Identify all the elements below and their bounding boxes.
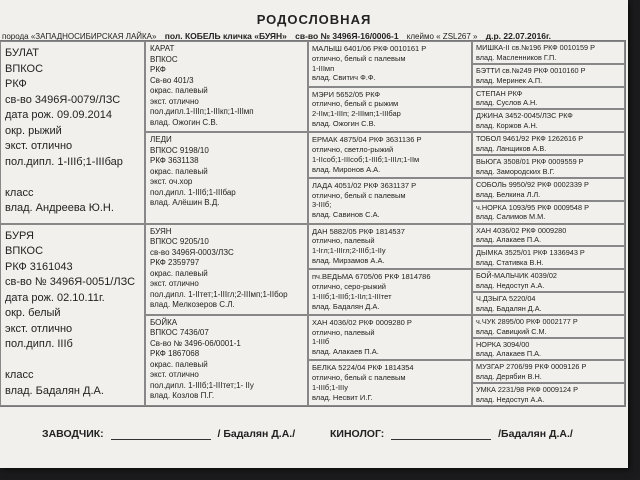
ancestor-info-line: влад. Савицкий С.М. bbox=[476, 326, 547, 336]
ancestor-gen4-cell bbox=[472, 292, 625, 315]
document-title: РОДОСЛОВНАЯ bbox=[256, 12, 372, 27]
breeder-signature-line bbox=[111, 429, 211, 440]
ancestor-gen4-cell bbox=[472, 224, 625, 247]
ancestor-info-line: влад. Коржов А.Н. bbox=[476, 121, 538, 131]
ancestor-info-line: БОЙКА bbox=[150, 317, 178, 327]
ancestor-info-line: влад. Бадалян Д.А. bbox=[476, 303, 542, 313]
ancestor-info-line: влад. Масленников Г.П. bbox=[476, 52, 557, 62]
header-certificate: св-во № 3496Я-16/0006-1 bbox=[295, 31, 399, 41]
ancestor-info-line: МУЗГАР 2706/99 РКФ 0009126 Р bbox=[476, 362, 587, 372]
pedigree-table bbox=[0, 40, 626, 407]
ancestor-info-line: 2-IIм;1-IIIп; 2-IIIмп;1-IIIбар bbox=[312, 109, 401, 119]
ancestor-info-line: класс bbox=[5, 186, 34, 199]
ancestor-gen3-cell bbox=[308, 41, 472, 87]
ancestor-info-line: влад. Бадалян Д.А. bbox=[5, 384, 104, 397]
ancestor-info-line: ДЖИНА 3452-0045/ЛЗС РКФ bbox=[476, 111, 573, 121]
ancestor-gen4-cell bbox=[472, 246, 625, 269]
ancestor-gen3-cell bbox=[308, 269, 472, 315]
ancestor-info-line: ЛЕДИ bbox=[150, 135, 172, 145]
ancestor-info-line: пол.дипл. 1-IIтет;1-IIIгл;2-IIIмп;1-IIбор bbox=[150, 289, 288, 299]
ancestor-info-line: МИШКА-II св.№196 РКФ 0010159 Р bbox=[476, 43, 595, 52]
ancestor-info-line: экст. отлично bbox=[150, 370, 199, 380]
ancestor-info-line: св-во 3496Я-0003/ЛЗС bbox=[150, 247, 234, 257]
ancestor-info-line: БОЙ-МАЛЬЧИК 4039/02 bbox=[476, 271, 557, 281]
ancestor-info-line: окрас. палевый bbox=[150, 166, 208, 176]
ancestor-info-line: окрас. палевый bbox=[150, 86, 208, 95]
ancestor-gen4-cell bbox=[472, 87, 625, 110]
ancestor-info-line: отлично, белый с палевым bbox=[312, 373, 406, 383]
ancestor-info-line: влад. Андреева Ю.Н. bbox=[5, 202, 114, 214]
ancestor-info-line: пол.дипл. IIIб bbox=[5, 338, 73, 350]
ancestor-info-line: ВПКОС 9198/10 bbox=[150, 145, 209, 155]
ancestor-info-line: 1-IIIб;1-IIIу bbox=[312, 382, 348, 392]
ancestor-info-line: влад. Салимов М.М. bbox=[476, 212, 546, 222]
ancestor-info-line: экст. оч.хор bbox=[150, 177, 193, 187]
ancestor-info-line: БЕЛКА 5224/04 РКФ 1814354 bbox=[312, 363, 414, 373]
ancestor-info-line: 1-IIIб;1-IIIб;1-IIл;1-IIIтет bbox=[312, 291, 392, 301]
ancestor-info-line: влад. Мелкозеров С.Л. bbox=[150, 300, 235, 309]
ancestor-info-line bbox=[5, 170, 140, 186]
ancestor-info-line: влад. Мирзамов А.А. bbox=[312, 255, 385, 265]
ancestor-info-line: влад. Ожогин С.В. bbox=[312, 119, 376, 129]
ancestor-info-line: ХАН 4036/02 РКФ 0009280 Р bbox=[312, 317, 412, 327]
ancestor-info-line: ВПКОС 7436/07 bbox=[150, 328, 209, 338]
header-sex-name: пол. КОБЕЛЬ кличка «БУЯН» bbox=[164, 31, 287, 41]
ancestor-info-line: ч.ЧУК 2895/00 РКФ 0002177 Р bbox=[476, 316, 578, 326]
ancestor-info-line: ч.НОРКА 1093/95 РКФ 0009548 Р bbox=[476, 202, 589, 212]
cynologist-name: /Бадалян Д.А./ bbox=[498, 428, 573, 440]
ancestor-info-line: ВПКОС bbox=[5, 245, 44, 257]
ancestor-info-line: экст. отлично bbox=[150, 96, 199, 106]
ancestor-info-line: РКФ 2359797 bbox=[150, 258, 200, 267]
breeder-label: ЗАВОДЧИК: bbox=[42, 428, 104, 440]
ancestor-info-line: ЛАДА 4051/02 РКФ 3631137 Р bbox=[312, 180, 417, 190]
ancestor-gen4-cell bbox=[472, 64, 625, 87]
ancestor-gen4-cell bbox=[472, 155, 625, 178]
ancestor-gen3-cell bbox=[308, 224, 472, 270]
ancestor-info-line: БУРЯ bbox=[5, 229, 34, 242]
ancestor-info-line: окр. белый bbox=[5, 307, 61, 319]
ancestor-info-line: БУЯН bbox=[150, 226, 172, 236]
ancestor-info-line: отлично, белый с палевым bbox=[312, 190, 406, 200]
ancestor-info-line: Св-во № 3496-06/0001-1 bbox=[150, 338, 241, 348]
ancestor-gen4-cell bbox=[472, 132, 625, 155]
ancestor-info-line: отлично, палевый bbox=[312, 236, 375, 246]
ancestor-info-line: ДАН 5882/05 РКФ 1814537 bbox=[312, 226, 405, 236]
ancestor-info-line: отлично, светло-рыжий bbox=[312, 145, 394, 155]
ancestor-info-line: отлично, белый с рыжим bbox=[312, 99, 399, 109]
ancestor-info-line: БУЛАТ bbox=[5, 47, 40, 59]
ancestor-info-line: влад. Стативка В.Н. bbox=[476, 258, 544, 268]
ancestor-info-line: пол.дипл. 1-IIIб;1-IIIтет;1- IIу bbox=[150, 380, 254, 390]
ancestor-info-line: дата рож. 09.09.2014 bbox=[5, 109, 113, 121]
ancestor-info-line: Ч.ДЗЫГА 5220/04 bbox=[476, 293, 536, 303]
ancestor-gen4-cell bbox=[472, 269, 625, 292]
header-brand: клеймо « ZSL267 » bbox=[406, 32, 478, 41]
ancestor-info-line: влад. Замородских В.Г. bbox=[476, 166, 555, 176]
ancestor-info-line: 3-IIIб; bbox=[312, 200, 332, 210]
ancestor-info-line: ВПКОС bbox=[5, 62, 44, 75]
ancestor-info-line: дата рож. 02.10.11г. bbox=[5, 291, 105, 304]
ancestor-info-line: влад. Несвит И.Г. bbox=[312, 392, 373, 402]
ancestor-info-line: 1-Iгл;1-IIIгл;2-IIIб;1-IIу bbox=[312, 246, 386, 256]
ancestor-info-line: окрас. палевый bbox=[150, 359, 208, 369]
ancestor-gen4-cell bbox=[472, 41, 625, 64]
ancestor-info-line: СТЕПАН РКФ bbox=[476, 88, 523, 98]
ancestor-info-line: влад. Свитич Ф.Ф. bbox=[312, 73, 376, 83]
ancestor-gen1-cell bbox=[0, 41, 145, 224]
cynologist-signature-line bbox=[391, 429, 491, 440]
ancestor-gen3-cell bbox=[308, 178, 472, 224]
ancestor-info-line: экст. отлично bbox=[5, 322, 73, 335]
breeder-signature bbox=[42, 428, 295, 440]
ancestor-info-line: 1-IIIмп bbox=[312, 63, 335, 73]
ancestor-info-line: влад. Недоступ А.А. bbox=[476, 394, 545, 404]
ancestor-gen3-cell bbox=[308, 87, 472, 133]
ancestor-info-line: св-во № 3496Я-0051/ЛЗС bbox=[5, 276, 136, 288]
ancestor-info-line: пол.дипл.1-IIIп;1-IIIкп;1-IIIмп bbox=[150, 107, 254, 116]
cynologist-signature bbox=[330, 428, 573, 440]
ancestor-info-line: влад. Алёшин В.Д. bbox=[150, 198, 220, 208]
ancestor-info-line: св-во 3496Я-0079/ЛЗС bbox=[5, 93, 121, 106]
header-breed: породa «ЗАПАДНОСИБИРСКАЯ ЛАЙКА» bbox=[2, 32, 157, 41]
ancestor-info-line: окрас. палевый bbox=[150, 268, 208, 278]
ancestor-info-line: влад. Ожогин С.В. bbox=[150, 117, 218, 127]
ancestor-info-line: пол.дипл. 1-IIIб;1-IIIбар bbox=[5, 155, 123, 168]
ancestor-info-line: МЭРИ 5652/05 РКФ bbox=[312, 89, 381, 99]
ancestor-info-line: Св-во 401/3 bbox=[150, 75, 194, 85]
ancestor-info-line: РКФ 3631138 bbox=[150, 156, 199, 166]
ancestor-gen3-cell bbox=[308, 315, 472, 361]
ancestor-gen4-cell bbox=[472, 338, 625, 361]
breeder-name: / Бадалян Д.А./ bbox=[217, 428, 296, 440]
ancestor-info-line: класс bbox=[5, 369, 34, 381]
ancestor-gen4-cell bbox=[472, 315, 625, 338]
ancestor-info-line: ДЫМКА 3525/01 РКФ 1336943 Р bbox=[476, 248, 585, 258]
ancestor-gen2-cell bbox=[145, 224, 308, 315]
ancestor-info-line: отлично, белый с палевым bbox=[312, 53, 406, 63]
ancestor-info-line: отлично, палевый bbox=[312, 327, 375, 337]
ancestor-info-line: влад. Алакаев П.А. bbox=[476, 349, 542, 359]
ancestor-info-line: влад. Ланщиков А.В. bbox=[476, 144, 547, 154]
ancestor-gen3-cell bbox=[308, 360, 472, 406]
ancestor-info-line: влад. Миронов А.А. bbox=[312, 164, 381, 174]
ancestor-gen4-cell bbox=[472, 201, 625, 224]
ancestor-gen1-cell bbox=[0, 224, 145, 407]
ancestor-info-line: влад. Алакаев П.А. bbox=[312, 347, 379, 357]
ancestor-gen3-cell bbox=[308, 132, 472, 178]
ancestor-info-line: РКФ bbox=[150, 65, 166, 74]
ancestor-info-line: влад. Недоступ А.А. bbox=[476, 280, 545, 290]
ancestor-info-line: влад. Алакаев П.А. bbox=[476, 235, 542, 245]
ancestor-info-line: 1-IIIб bbox=[312, 337, 330, 347]
ancestor-info-line: МАЛЫШ 6401/06 РКФ 0010161 Р bbox=[312, 44, 427, 53]
ancestor-info-line: РКФ 1867068 bbox=[150, 349, 200, 359]
ancestor-gen4-cell bbox=[472, 178, 625, 201]
ancestor-info-line: влад. Бадалян Д.А. bbox=[312, 301, 380, 311]
ancestor-info-line: пч.ВЕДЬМА 6705/06 РКФ 1814786 bbox=[312, 272, 431, 282]
ancestor-info-line: ВПКОС bbox=[150, 54, 178, 64]
ancestor-info-line: РКФ bbox=[5, 78, 27, 90]
ancestor-gen4-cell bbox=[472, 360, 625, 383]
ancestor-info-line: ТОБОЛ 9461/92 РКФ 1262616 Р bbox=[476, 134, 584, 144]
ancestor-info-line: окр. рыжий bbox=[5, 124, 62, 137]
ancestor-info-line: экст. отлично bbox=[5, 140, 73, 152]
ancestor-info-line: влад. Дерябин В.Н. bbox=[476, 372, 542, 382]
ancestor-info-line: пол.дипл. 1-IIIб;1-IIIбар bbox=[150, 187, 236, 197]
ancestor-gen2-cell bbox=[145, 41, 308, 132]
ancestor-info-line: влад. Белкина Л.Л. bbox=[476, 189, 541, 199]
ancestor-info-line: КАРАТ bbox=[150, 44, 175, 53]
ancestor-info-line: СОБОЛЬ 9950/92 РКФ 0002339 Р bbox=[476, 179, 589, 189]
ancestor-info-line: БЭТТИ св.№249 РКФ 0010160 Р bbox=[476, 65, 586, 75]
ancestor-info-line: НОРКА 3094/00 bbox=[476, 339, 530, 349]
ancestor-gen4-cell bbox=[472, 383, 625, 406]
ancestor-gen4-cell bbox=[472, 109, 625, 132]
header-birthdate: д.р. 22.07.2016г. bbox=[485, 31, 551, 41]
ancestor-info-line bbox=[5, 353, 140, 369]
cynologist-label: КИНОЛОГ: bbox=[330, 428, 385, 440]
ancestor-info-line: 1-IIсоб;1-IIIсоб;1-IIIб;1-IIIл;1-IIм bbox=[312, 154, 420, 164]
ancestor-info-line: отлично, серо-рыжий bbox=[312, 281, 386, 291]
ancestor-gen2-cell bbox=[145, 315, 308, 406]
ancestor-info-line: влад. Савинов С.А. bbox=[312, 210, 380, 220]
ancestor-info-line: ХАН 4036/02 РКФ 0009280 bbox=[476, 225, 567, 235]
ancestor-info-line: ЕРМАК 4875/04 РКФ 3631136 Р bbox=[312, 135, 422, 145]
ancestor-info-line: влад. Суслов А.Н. bbox=[476, 98, 538, 108]
ancestor-info-line: влад. Меринек А.П. bbox=[476, 75, 543, 85]
ancestor-info-line: влад. Козлов П.Г. bbox=[150, 391, 215, 401]
ancestor-info-line: ВПКОС 9205/10 bbox=[150, 237, 209, 246]
ancestor-info-line: УМКА 2231/98 РКФ 0009124 Р bbox=[476, 385, 579, 395]
ancestor-info-line: ВЬЮГА 3508/01 РКФ 0009559 Р bbox=[476, 157, 584, 167]
ancestor-info-line: РКФ 3161043 bbox=[5, 260, 73, 273]
ancestor-info-line: экст. отлично bbox=[150, 279, 199, 288]
ancestor-gen2-cell bbox=[145, 132, 308, 223]
